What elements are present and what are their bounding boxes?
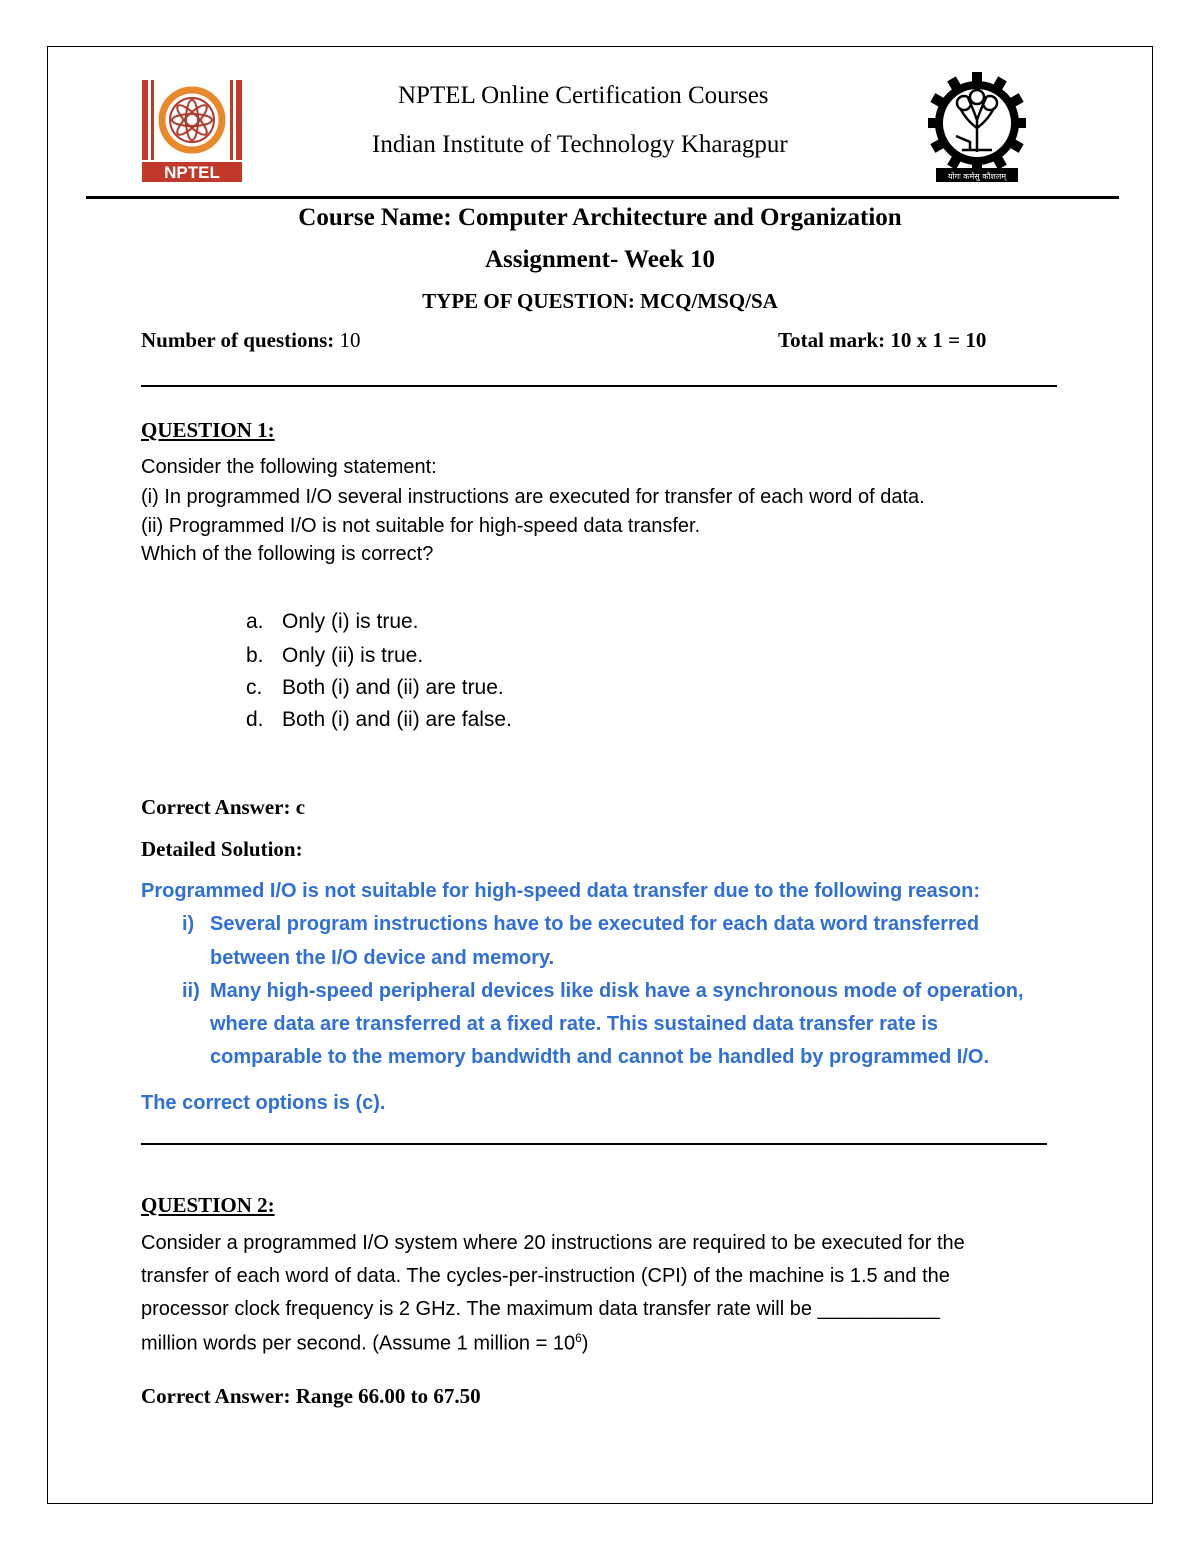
q1-option-b [246, 644, 423, 668]
q1-option-d [246, 708, 512, 732]
iit-logo-motto: योगः कर्मसु कौशलम् [947, 172, 1007, 181]
num-questions-value: 10 [334, 328, 361, 352]
option-letter: c. [246, 676, 263, 699]
total-mark: Total mark: 10 x 1 = 10 [778, 328, 987, 352]
course-name: Course Name: Computer Architecture and Organization [298, 204, 902, 231]
q1-line-2: (i) In programmed I/O several instructions are executed for transfer of each word of data. [141, 486, 925, 508]
q1-solution-point-2-line-2: where data are transferred at a fixed rate. This sustained data transfer rate is [210, 1013, 939, 1035]
q1-solution-point-1-line-1 [182, 913, 979, 936]
question-type: TYPE OF QUESTION: MCQ/MSQ/SA [422, 289, 778, 313]
q1-correct-answer: Correct Answer: c [141, 795, 306, 819]
option-text: Both (i) and (ii) are false. [282, 708, 512, 731]
q1-option-c [246, 676, 504, 700]
q1-line-1: Consider the following statement: [141, 456, 437, 478]
q2-line-1: Consider a programmed I/O system where 20 instructions are required to be executed for the [141, 1232, 965, 1254]
header-line1: NPTEL Online Certification Courses [398, 82, 769, 109]
q1-solution-point-2-line-3: comparable to the memory bandwidth and cannot be handled by programmed I/O. [210, 1046, 989, 1068]
q1-solution-label: Detailed Solution: [141, 837, 303, 861]
q2-heading: QUESTION 2: [141, 1193, 275, 1217]
num-questions-label: Number of questions: [141, 328, 335, 352]
option-letter: a. [246, 610, 264, 633]
q1-solution-intro: Programmed I/O is not suitable for high-speed data transfer due to the following reason: [141, 880, 980, 902]
q2-correct-answer: Correct Answer: Range 66.00 to 67.50 [141, 1384, 481, 1408]
solution-marker: i) [182, 913, 195, 935]
solution-text: Many high-speed peripheral devices like disk have a synchronous mode of operation, [210, 980, 1024, 1002]
num-questions [141, 328, 361, 353]
option-letter: b. [246, 644, 264, 667]
q2-line-4 [141, 1331, 588, 1356]
separator-middle [141, 1143, 1047, 1145]
q1-solution-point-1-line-2: between the I/O device and memory. [210, 947, 555, 969]
separator-top [141, 385, 1057, 387]
option-letter: d. [246, 708, 264, 731]
q2-exponent: 6 [575, 1331, 582, 1345]
q2-line-2: transfer of each word of data. The cycles-per-instruction (CPI) of the machine is 1.5 and the [141, 1265, 950, 1287]
option-text: Only (i) is true. [282, 610, 419, 633]
q1-option-a [246, 610, 419, 634]
q1-heading: QUESTION 1: [141, 418, 275, 442]
nptel-logo-text: NPTEL [164, 163, 220, 182]
nptel-logo [140, 78, 244, 184]
header-divider [86, 196, 1119, 199]
q2-line-3: processor clock frequency is 2 GHz. The maximum data transfer rate will be ___________ [141, 1298, 940, 1320]
iit-kharagpur-logo [926, 70, 1028, 186]
option-text: Both (i) and (ii) are true. [282, 676, 504, 699]
solution-text: Several program instructions have to be executed for each data word transferred [210, 913, 980, 935]
header-line2: Indian Institute of Technology Kharagpur [372, 131, 788, 158]
q1-solution-conclusion: The correct options is (c). [141, 1092, 386, 1114]
q1-line-3: (ii) Programmed I/O is not suitable for high-speed data transfer. [141, 515, 701, 537]
option-text: Only (ii) is true. [282, 644, 424, 667]
q2-line-4-text: million words per second. (Assume 1 million = 10 [141, 1332, 576, 1355]
solution-marker: ii) [182, 980, 200, 1002]
q1-solution-point-2-line-1 [182, 980, 1024, 1003]
assignment-title: Assignment- Week 10 [484, 246, 716, 273]
q2-line-4-close: ) [581, 1332, 589, 1355]
q1-line-4: Which of the following is correct? [141, 543, 434, 565]
